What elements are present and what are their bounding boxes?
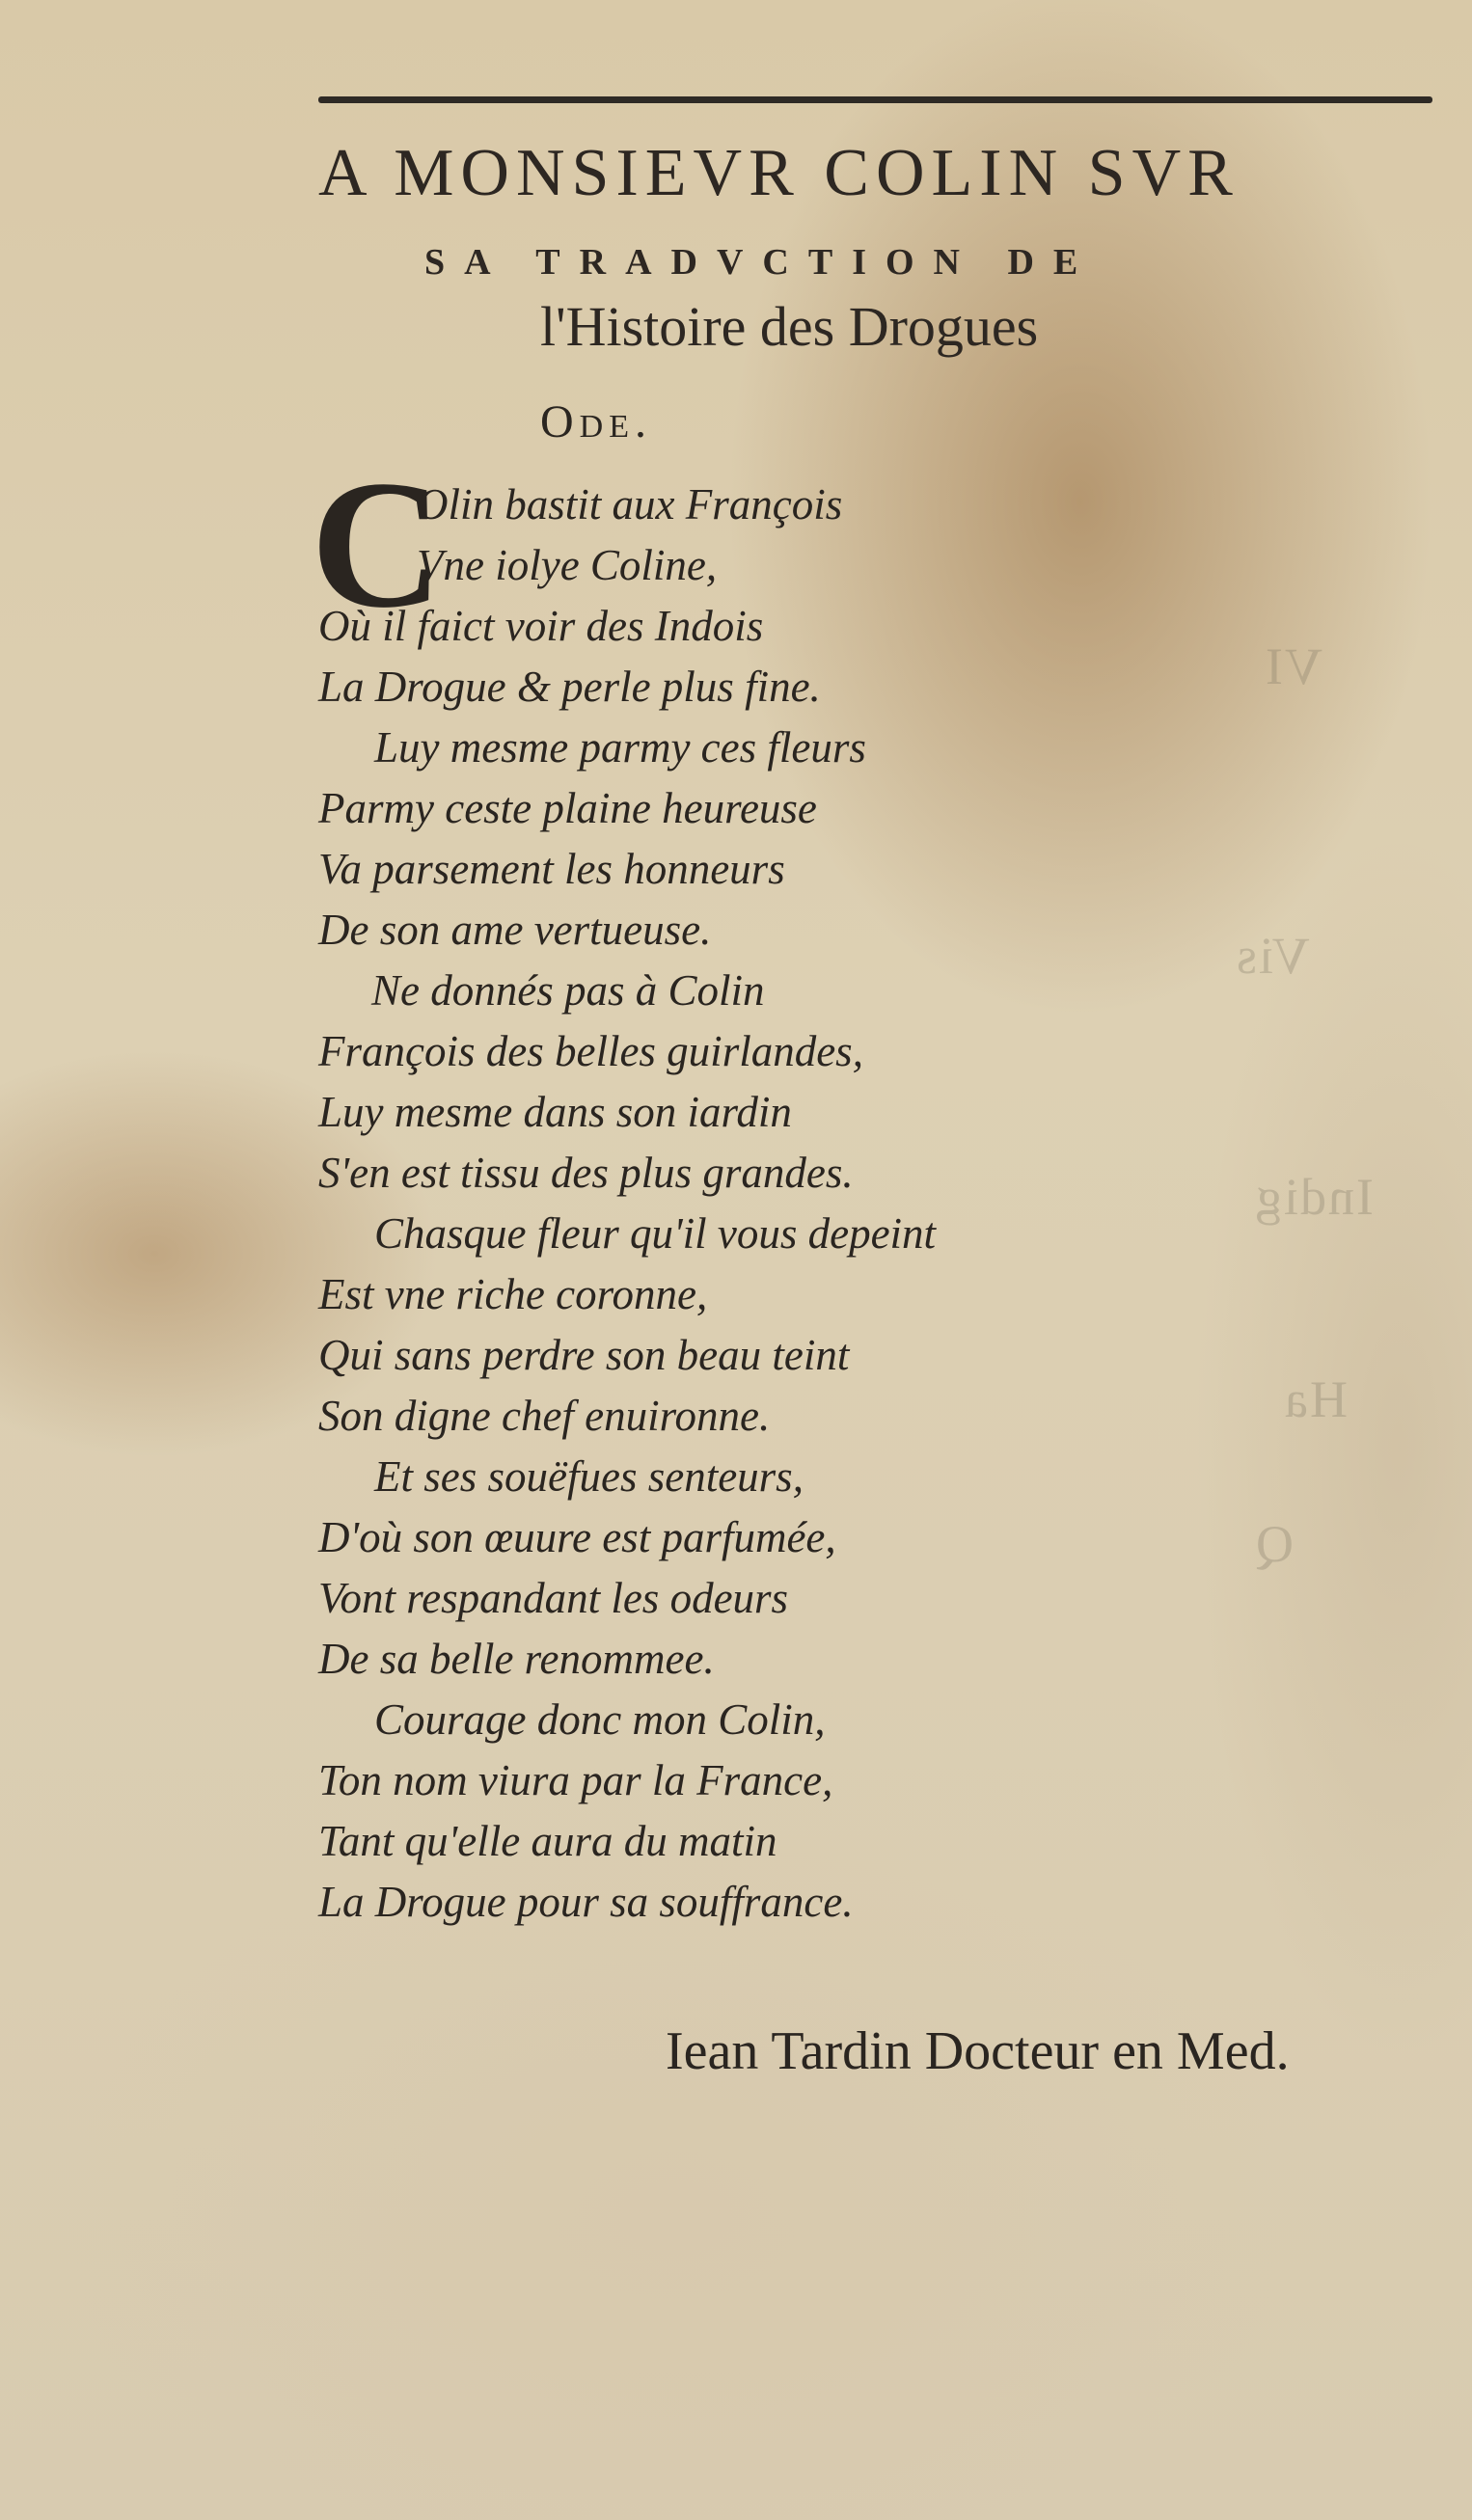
signature: Iean Tardin Docteur en Med. <box>666 2021 1290 2081</box>
verse-line: Ton nom viura par la France, <box>318 1756 833 1804</box>
title-line-1: A MONSIEVR COLIN SVR <box>318 136 1240 210</box>
verse-line: La Drogue pour sa souffrance. <box>318 1878 854 1926</box>
verse-line: Vne iolye Coline, <box>417 541 718 589</box>
title-line-3: l'Histoire des Drogues <box>540 295 1039 358</box>
verse-line: La Drogue & perle plus fine. <box>318 663 821 711</box>
verse-line: S'en est tissu des plus grandes. <box>318 1149 854 1197</box>
verse-line: Et ses souëfues senteurs, <box>374 1452 804 1501</box>
verse-line: Vont respandant les odeurs <box>318 1574 789 1622</box>
bleed-through-text: Indig <box>1254 1168 1374 1226</box>
title-line-2: SA TRADVCTION DE <box>424 242 1098 283</box>
verse-line: Qui sans perdre son beau teint <box>318 1331 850 1379</box>
verse-line: Où il faict voir des Indois <box>318 602 764 650</box>
verse-line: Parmy ceste plaine heureuse <box>318 784 817 832</box>
drop-cap: C <box>311 444 444 646</box>
bleed-through-text: Q <box>1254 1515 1294 1573</box>
ode-heading: Ode. <box>540 396 652 447</box>
bleed-through-text: Vis <box>1235 927 1310 985</box>
verse-line: Olin bastit aux François <box>417 480 843 528</box>
verse-line: D'où son œuure est parfumée, <box>318 1513 836 1561</box>
bleed-through-text: VI <box>1264 637 1322 695</box>
verse-line: Ne donnés pas à Colin <box>371 966 765 1015</box>
verse-line: Va parsement les honneurs <box>318 845 785 893</box>
verse-line: Est vne riche coronne, <box>318 1270 708 1318</box>
verse-line: Luy mesme dans son iardin <box>318 1088 792 1136</box>
verse-line: Son digne chef enuironne. <box>318 1392 771 1440</box>
verse-line: De son ame vertueuse. <box>318 906 712 954</box>
verse-line: François des belles guirlandes, <box>318 1027 863 1075</box>
verse-line: De sa belle renommee. <box>318 1635 715 1683</box>
verse-line: Chasque fleur qu'il vous depeint <box>374 1209 937 1258</box>
bleed-through-text: Ha <box>1283 1370 1348 1428</box>
verse-line: Tant qu'elle aura du matin <box>318 1817 777 1865</box>
verse-line: Luy mesme parmy ces fleurs <box>374 723 866 772</box>
verse-line: Courage donc mon Colin, <box>374 1695 826 1744</box>
